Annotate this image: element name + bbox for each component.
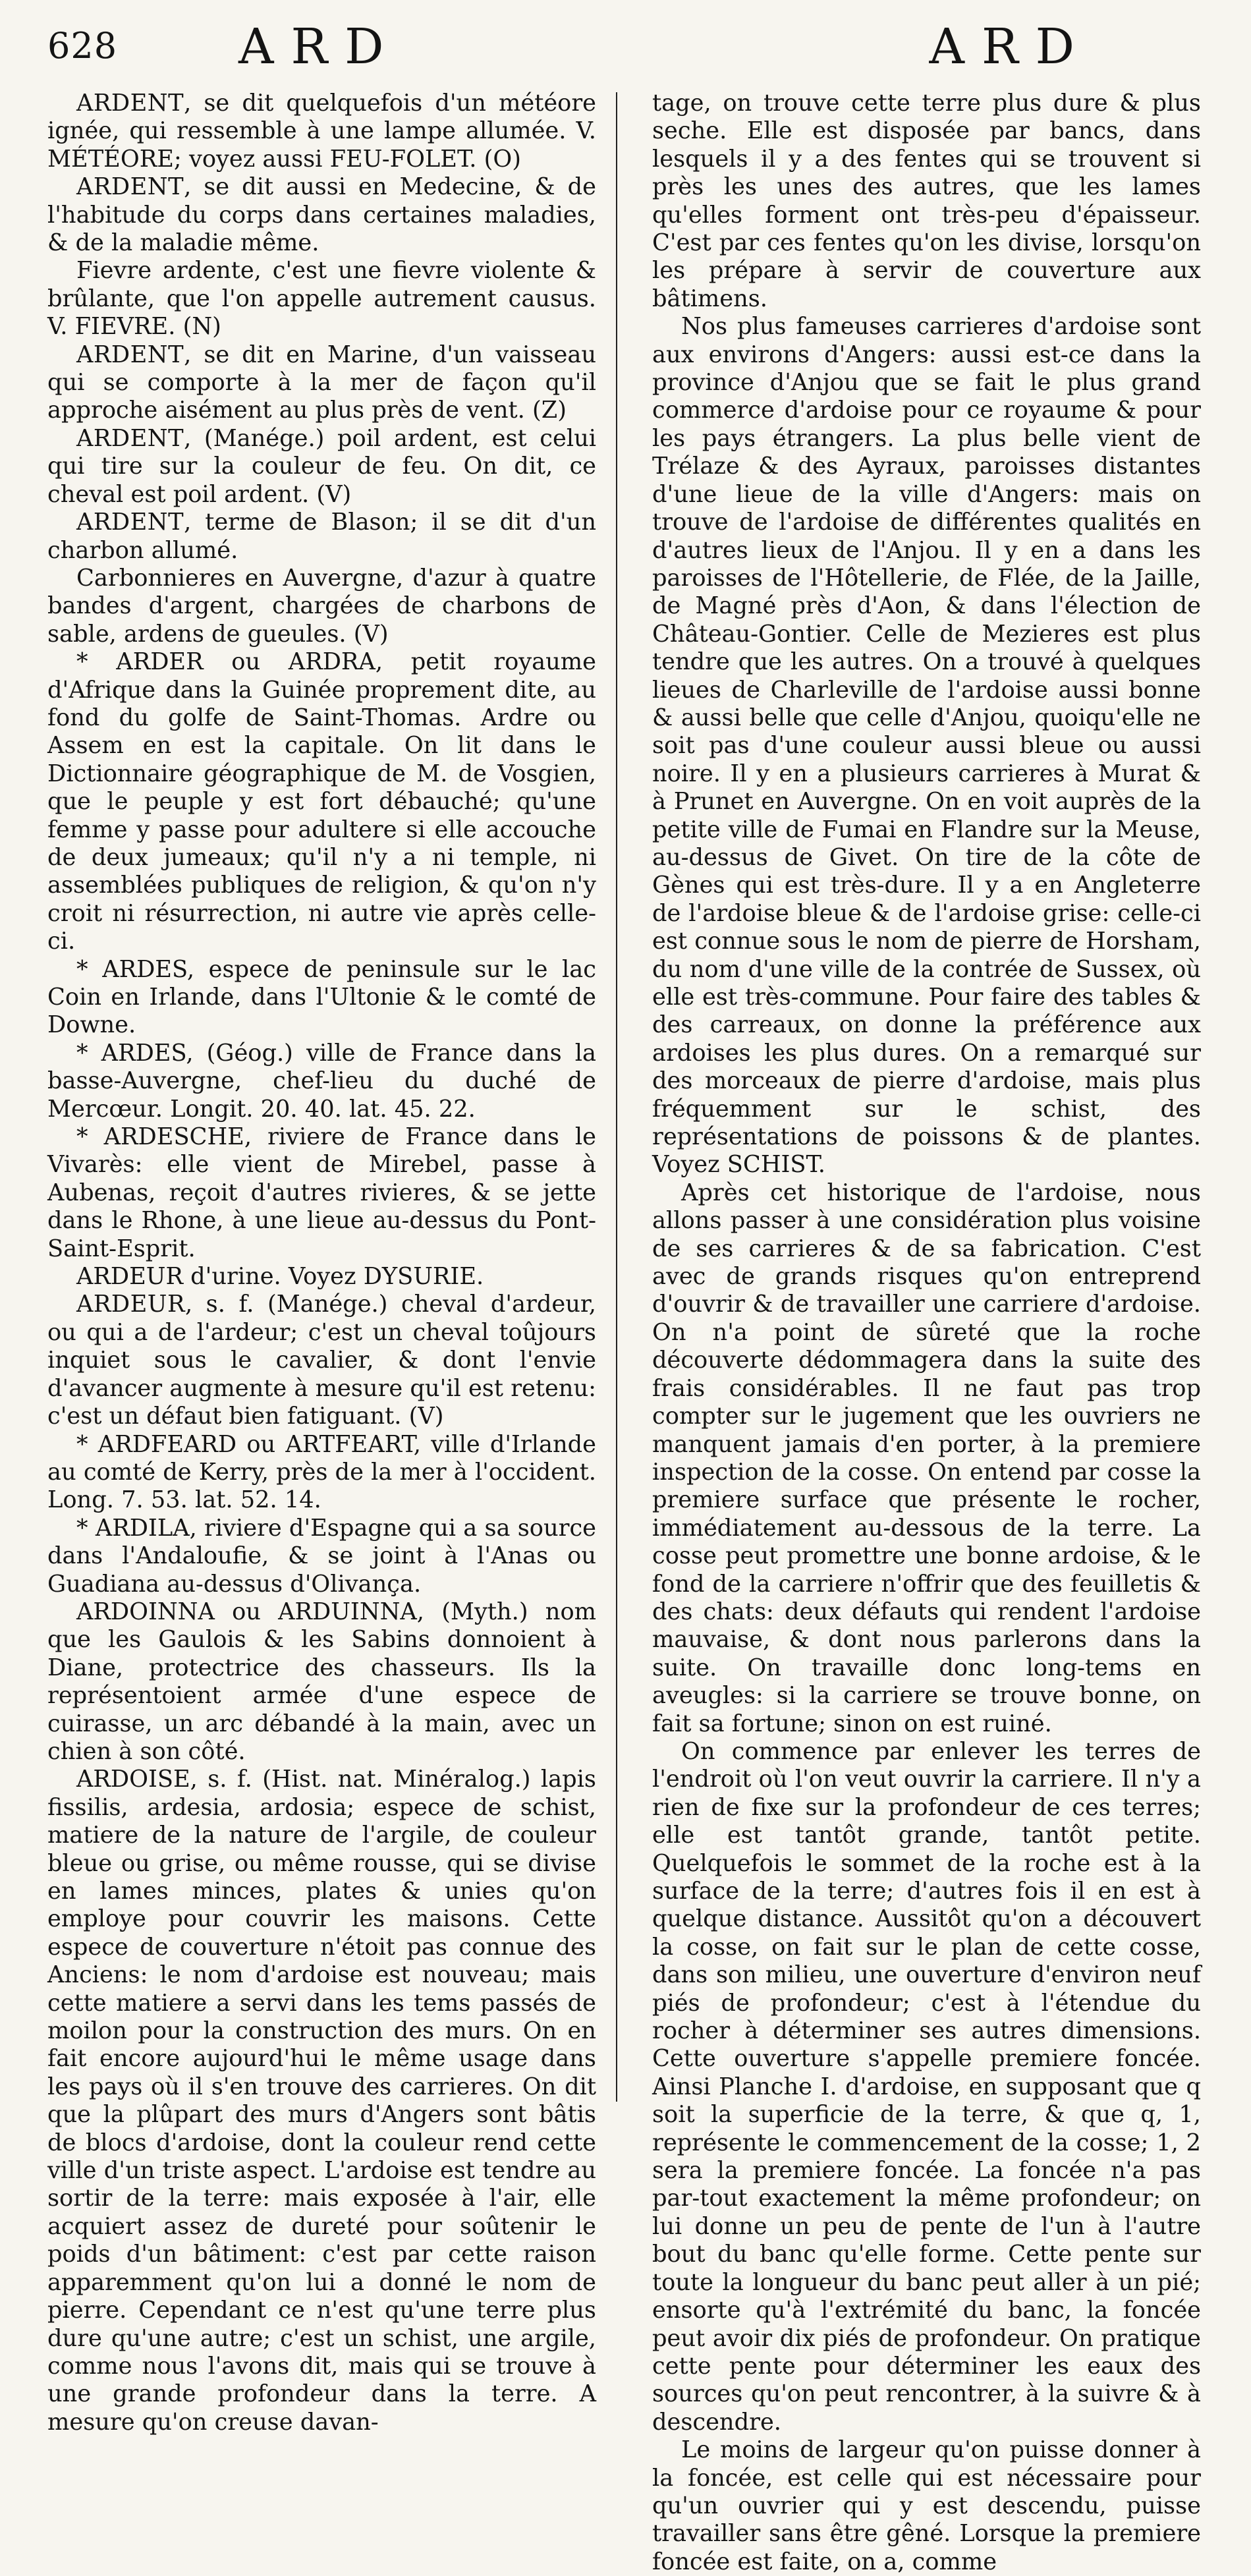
entry-headword: ARDEUR — [76, 1291, 185, 1318]
paragraph-text: * ARDFEARD ou ARTFEART, ville d'Irlande au comté de Kerry, près de la mer à l'occident. Long. 7. 53. lat. 52. 14. — [47, 1430, 596, 1514]
paragraph-text: , se dit quelquefois d'un météore ignée, qui ressemble à une lampe allumée. V. MÉTÉORE; voyez aussi FEU-FOLET. (O) — [47, 90, 596, 173]
paragraph — [47, 1766, 596, 2436]
paragraph-text: , (Manége.) poil ardent, est celui qui tire sur la couleur de feu. On dit, ce cheval est poil ardent. (V) — [47, 424, 596, 508]
paragraph-text: ARDEUR d'urine. Voyez DYSURIE. — [76, 1263, 484, 1291]
paragraph — [652, 1738, 1201, 2436]
paragraph-text: ARDOINNA ou ARDUINNA, (Myth.) nom que les Gaulois & les Sabins donnoient à Diane, protectrice des chasseurs. Ils la représentoient armée d'une espece de cuirasse, un arc débandé à la main, avec un chien à son côté. — [47, 1598, 596, 1765]
paragraph-text: Nos plus fameuses carrieres d'ardoise sont aux environs d'Angers: aussi est-ce dans la province d'Anjou que se fait le plus grand commerce d'ardoise pour ce royaume & pour les pays étrangers. La plus belle vient de Trélaze & des Ayraux, paroisses distantes d'une lieue de la ville d'Angers: mais on trouve de l'ardoise de différentes qualités en d'autres lieux de l'Anjou. Il y en a dans les paroisses de l'Hôtellerie, de Flée, de la Jaille, de Magné près d'Aon, & dans l'élection de Château-Gontier. Celle de Mezieres est plus tendre que les autres. On a trouvé à quelques lieues de Charleville de l'ardoise aussi bonne & aussi belle que celle d'Anjou, quoiqu'elle ne soit pas d'une couleur aussi bleue ou aussi noire. Il y en a plusieurs carrieres à Murat & à Prunet en Auvergne. On en voit auprès de la petite ville de Fumai en Flandre sur la Meuse, au-dessus de Givet. On tire de la côte de Gènes qui est très-dure. Il y a en Angleterre de l'ardoise bleue & de l'ardoise grise: celle-ci est connue sous le nom de pierre de Horsham, du nom d'une ville de la contrée de Sussex, où elle est très-commune. Pour faire des tables & des carreaux, on donne la préférence aux ardoises les plus dures. On a remarqué sur des morceaux de pierre d'ardoise, mais plus fréquemment sur le schist, des représentations de poissons & de plantes. Voyez SCHIST. — [652, 313, 1201, 1179]
paragraph-text: * ARDES, espece de peninsule sur le lac Coin en Irlande, dans l'Ultonie & le comté de Downe. — [47, 955, 596, 1039]
paragraph — [47, 341, 596, 425]
paragraph-text: * ARDES, (Géog.) ville de France dans la basse-Auvergne, chef-lieu du duché de Mercœur. Longit. 20. 40. lat. 45. 22. — [47, 1039, 596, 1123]
paragraph — [652, 90, 1201, 313]
entry-headword: ARDENT — [76, 509, 184, 536]
paragraph — [652, 1179, 1201, 1738]
paragraph — [47, 956, 596, 1040]
paragraph-text: tage, on trouve cette terre plus dure & plus seche. Elle est disposée par bancs, dans lesquels il y a des fentes qui se trouvent si près les unes des autres, que les lames qu'elles forment ont très-peu d'épaisseur. C'est par ces fentes qu'on les divise, lorsqu'on les prépare à servir de couverture aux bâtimens. — [652, 90, 1201, 312]
paragraph — [47, 257, 596, 341]
paragraph — [47, 1291, 596, 1430]
running-head-right: ARD — [929, 18, 1092, 75]
paragraph — [47, 1515, 596, 1598]
paragraph-text: Carbonnieres en Auvergne, d'azur à quatre bandes d'argent, chargées de charbons de sable, ardens de gueules. (V) — [47, 564, 596, 648]
paragraph-text: Fievre ardente, c'est une fievre violente & brûlante, que l'on appelle autrement causus. V. FIEVRE. (N) — [47, 257, 596, 341]
paragraph-text: On commence par enlever les terres de l'endroit où l'on veut ouvrir la carriere. Il n'y a rien de fixe sur la profondeur de ces terres; elle est tantôt grande, tantôt petite. Quelquefois le sommet de la roche est à la surface de la terre; d'autres fois il en est à quelque distance. Aussitôt qu'on a découvert la cosse, on fait sur le plan de cette cosse, dans son milieu, une ouverture d'environ neuf piés de profondeur; c'est à l'étendue du rocher à déterminer ses autres dimensions. Cette ouverture s'appelle premiere foncée. Ainsi Planche I. d'ardoise, en supposant que q soit la superficie de la terre, & que q, 1, représente le commencement de la cosse; 1, 2 sera la premiere foncée. La foncée n'a pas par-tout exactement la même profondeur; on lui donne un peu de pente de l'un à l'autre bout du banc qu'elle forme. Cette pente sur toute la longueur du banc peut aller à un pié; ensorte qu'à l'extrémité du banc, la foncée peut avoir dix piés de profondeur. On pratique cette pente pour déterminer les eaux des sources qu'on peut rencontrer, à la suivre & à descendre. — [652, 1737, 1201, 2436]
paragraph-text: * ARDESCHE, riviere de France dans le Vivarès: elle vient de Mirebel, passe à Aubenas, reçoit d'autres rivieres, & se jette dans le Rhone, à une lieue au-dessus du Pont-Saint-Esprit. — [47, 1123, 596, 1262]
paragraph — [652, 2436, 1201, 2576]
paragraph-text: ARDOISE, s. f. (Hist. nat. Minéralog.) lapis fissilis, ardesia, ardosia; espece de schist, matiere de la nature de l'argile, de couleur bleue ou grise, ou même rousse, qui se divise en lames minces, plates & unies qu'on employe pour couvrir les maisons. Cette espece de couverture n'étoit pas connue des Anciens: le nom d'ardoise est nouveau; mais cette matiere a servi dans les tems passés de moilon pour la construction des murs. On en fait encore aujourd'hui le même usage dans les pays où il s'en trouve des carrieres. On dit que la plûpart des murs d'Angers sont bâtis de blocs d'ardoise, dont la couleur rend cette ville d'un triste aspect. L'ardoise est tendre au sortir de la terre: mais exposée à l'air, elle acquiert assez de dureté pour soûtenir le poids d'un bâtiment: c'est par cette raison apparemment qu'on lui a donné le nom de pierre. Cependant ce n'est qu'une terre plus dure qu'une autre; c'est un schist, une argile, comme nous l'avons dit, mais qui se trouve à une grande profondeur dans la terre. A mesure qu'on creuse davan- — [47, 1766, 596, 2436]
paragraph — [47, 565, 596, 648]
paragraph-text: Le moins de largeur qu'on puisse donner à la foncée, est celle qui est nécessaire pour qu'un ouvrier qui y est descendu, puisse travailler sans être gêné. Lorsque la premiere foncée est faite, on a, comme — [652, 2436, 1201, 2575]
page-header — [47, 7, 1204, 86]
running-head-left: ARD — [238, 18, 401, 75]
entry-headword: ARDENT — [76, 173, 184, 201]
paragraph-text: * ARDILA, riviere d'Espagne qui a sa source dans l'Andaloufie, & se joint à l'Anas ou Guadiana au-dessus d'Olivança. — [47, 1514, 596, 1598]
entry-headword: ARDENT — [76, 341, 184, 368]
paragraph — [652, 313, 1201, 1179]
paragraph — [47, 1123, 596, 1263]
entry-headword: ARDENT — [76, 90, 184, 117]
page-number: 628 — [47, 25, 118, 67]
paragraph — [47, 648, 596, 955]
paragraph-text: , s. f. (Manége.) cheval d'ardeur, ou qui a de l'ardeur; c'est un cheval toûjours inquiet sous le cavalier, & dont l'envie d'avancer augmente à mesure qu'il est retenu: c'est un défaut bien fatiguant. (V) — [47, 1291, 596, 1430]
paragraph-text: , terme de Blason; il se dit d'un charbon allumé. — [47, 509, 596, 564]
paragraph-text: , se dit aussi en Medecine, & de l'habitude du corps dans certaines maladies, & de la maladie même. — [47, 173, 596, 257]
entry-headword: ARDENT — [76, 424, 184, 452]
paragraph — [47, 425, 596, 509]
paragraph-text: Après cet historique de l'ardoise, nous allons passer à une considération plus voisine de ses carrieres & de sa fabrication. C'est avec de grands risques qu'on entreprend d'ouvrir & de travailler une carriere d'ardoise. On n'a point de sûreté que la roche découverte dédommagera dans la suite des frais considérables. Il ne faut pas trop compter sur le jugement que les ouvriers ne manquent jamais d'en porter, à la premiere inspection de la cosse. On entend par cosse la premiere surface que présente le rocher, immédiatement au-dessous de la terre. La cosse peut promettre une bonne ardoise, & le fond de la carriere n'offrir que des feuilletis & des chats: deux défauts qui rendent l'ardoise mauvaise, & dont nous parlerons dans la suite. On travaille donc long-tems en aveugles: si la carriere se trouve bonne, on fait sa fortune; sinon on est ruiné. — [652, 1179, 1201, 1737]
paragraph — [47, 509, 596, 565]
left-column — [47, 90, 596, 2436]
paragraph — [47, 90, 596, 173]
paragraph — [47, 173, 596, 257]
right-column — [652, 90, 1201, 2575]
paragraph — [47, 1040, 596, 1123]
paragraph — [47, 1598, 596, 1766]
paragraph-text: * ARDER ou ARDRA, petit royaume d'Afrique dans la Guinée proprement dite, au fond du golfe de Saint-Thomas. Ardre ou Assem en est la capitale. On lit dans le Dictionnaire géographique de M. de Vosgien, que le peuple y est fort débauché; qu'une femme y passe pour adultere si elle accouche de deux jumeaux; qu'il n'y a ni temple, ni assemblées publiques de religion, & qu'on n'y croit ni résurrection, ni autre vie après celle-ci. — [47, 648, 596, 955]
paragraph-text: , se dit en Marine, d'un vaisseau qui se comporte à la mer de façon qu'il approche aisément au plus près de vent. (Z) — [47, 341, 596, 424]
paragraph — [47, 1431, 596, 1515]
paragraph — [47, 1263, 596, 1291]
column-divider — [616, 92, 617, 2102]
